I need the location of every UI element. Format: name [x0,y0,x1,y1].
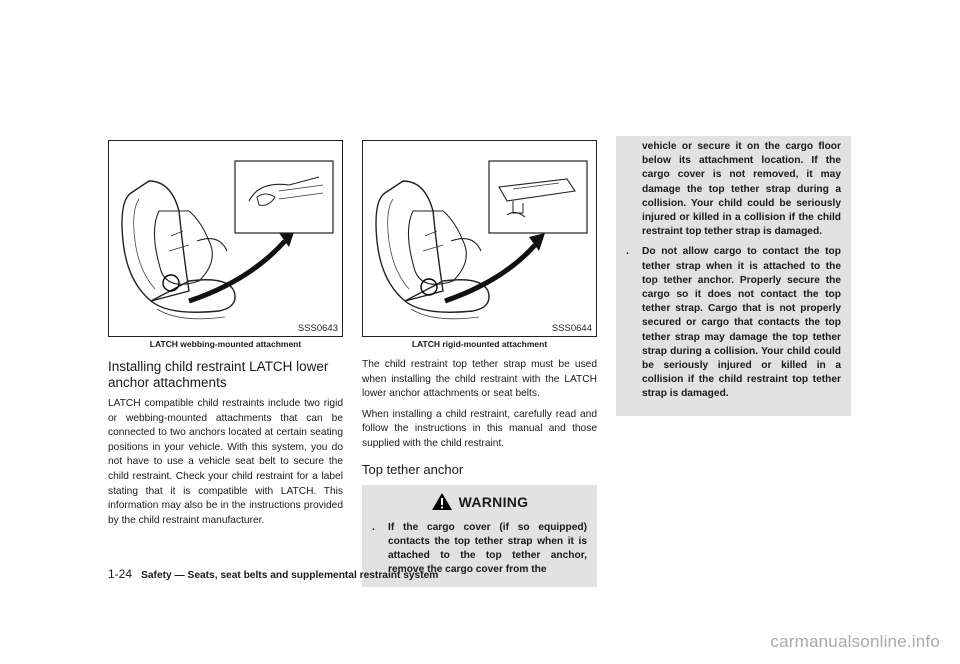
figure-caption: LATCH webbing-mounted attachment [149,339,302,349]
page-number: 1-24 [108,567,133,581]
bullet: . [626,246,629,258]
seat-illustration-webbing [109,141,342,336]
warning-text: vehicle or secure it on the cargo floor below its attachment location. If the cargo cover is not removed, it may damage the top tether strap during a collision. Your child could be seriously injured or killed in a collision if the child restraint top tether strap is damaged. [642,141,841,238]
watermark: carmanualsonline.info [770,632,940,651]
figure-code: SSS0643 [297,323,338,334]
warning-text: If the cargo cover (if so equipped) contacts the top tether strap when it is attached to the top tether anchor, remove the cargo cover from the [388,521,587,576]
warning-triangle-icon [431,492,453,511]
figure-latch-rigid [362,140,597,337]
subheading-top-tether: Top tether anchor [362,461,464,477]
body-paragraph-1: The child restraint top tether strap must be used when installing the child restraint with the LATCH lower anchor attachments or seat belts. [362,359,597,400]
warning-box-continued [616,136,851,416]
warning-title: WARNING [458,493,529,510]
bullet: . [372,521,375,533]
footer-title: Safety — Seats, seat belts and supplemental restraint system [141,570,439,581]
seat-illustration-rigid [363,141,596,336]
warning-item-1-continued [626,140,841,239]
figure-latch-webbing [108,140,343,337]
figure-caption: LATCH rigid-mounted attachment [411,339,548,349]
warning-item-2 [626,245,841,401]
section-heading: Installing child restraint LATCH lower anchor attachments [108,359,329,390]
left-column [108,140,343,534]
warning-header [362,485,597,519]
right-column [616,136,851,416]
middle-column [362,140,597,587]
page-footer [108,567,438,581]
body-paragraph: LATCH compatible child restraints include two rigid or webbing-mounted attachments that can be connected to two anchors located at certain seating positions in your vehicle. With this system, you do not have to use a vehicle seat belt to secure the child restraint. Check your child restraint for a label stating that it is compatible with LATCH. This information may also be in the instructions provided by the child restraint manufacturer. [108,398,343,526]
body-paragraph-2: When installing a child restraint, carefully read and follow the instructions in this manual and those supplied with the child restraint. [362,408,597,449]
warning-text: Do not allow cargo to contact the top tether strap when it is attached to the top tether anchor. Properly secure the cargo so it does not contact the top tether strap. Cargo that is not properly secured or cargo that contacts the top tether strap may damage the top tether strap during a collision. Your child could be seriously injured or killed in a collision if the child restraint top tether strap is damaged. [642,246,841,400]
figure-code: SSS0644 [551,323,592,334]
